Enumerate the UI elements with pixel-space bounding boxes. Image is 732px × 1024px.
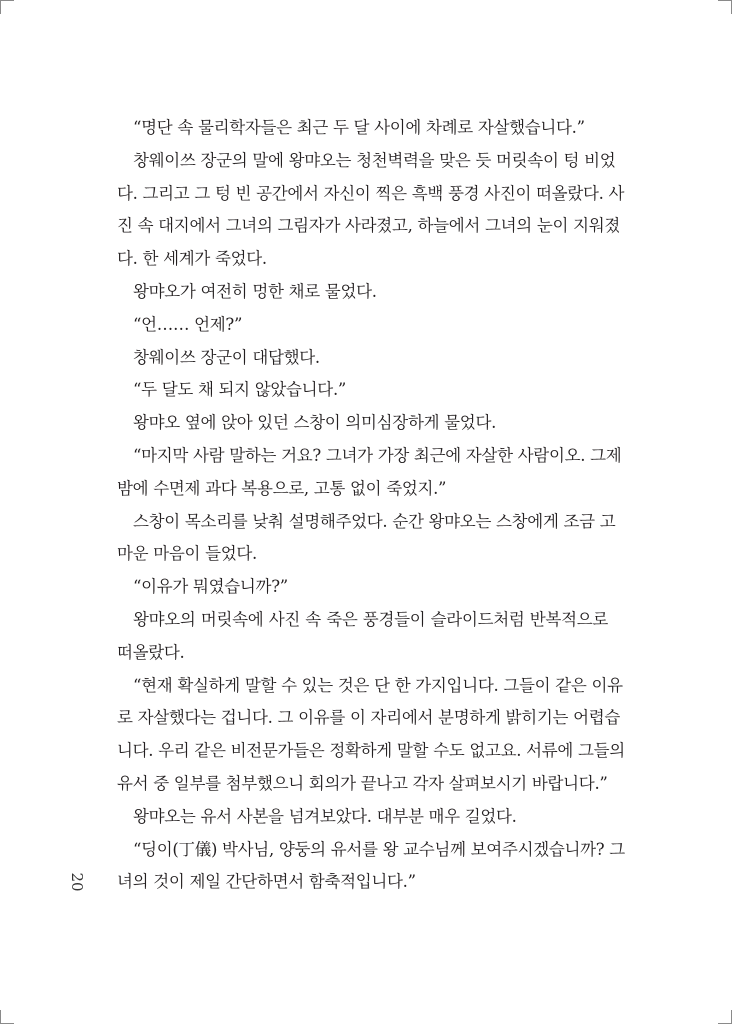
page-number: 20 xyxy=(68,872,86,892)
text-line: 로 자살했다는 겁니다. 그 이유를 이 자리에서 분명하게 밝히기는 어렵습 xyxy=(117,708,620,728)
text-line: “현재 확실하게 말할 수 있는 것은 단 한 가지입니다. 그들이 같은 이유 xyxy=(133,675,623,695)
text-line: 창웨이쓰 장군의 말에 왕먀오는 청천벽력을 맞은 듯 머릿속이 텅 비었 xyxy=(133,150,616,170)
crop-mark-top-left-vertical xyxy=(0,0,1,14)
text-line: 니다. 우리 같은 비전문가들은 정확하게 말할 수도 없고요. 서류에 그들의 xyxy=(117,741,625,761)
text-line: “딩이(丁儀) 박사님, 양둥의 유서를 왕 교수님께 보여주시겠습니까? 그 xyxy=(133,839,625,859)
text-line: “명단 속 물리학자들은 최근 두 달 사이에 차례로 자살했습니다.” xyxy=(133,118,585,137)
body-text xyxy=(117,112,625,899)
text-line: “언…… 언제?” xyxy=(133,314,243,334)
text-line: 왕먀오가 여전히 멍한 채로 물었다. xyxy=(133,281,377,301)
text-line: “마지막 사람 말하는 거요? 그녀가 가장 최근에 자살한 사람이오. 그제 xyxy=(133,445,622,465)
text-line: 왕먀오 옆에 앉아 있던 스창이 의미심장하게 물었다. xyxy=(133,413,497,433)
text-line: 다. 그리고 그 텅 빈 공간에서 자신이 찍은 흑백 풍경 사진이 떠올랐다. 사 xyxy=(117,183,625,203)
crop-mark-top-right-horizontal xyxy=(718,0,732,1)
text-line: 녀의 것이 제일 간단하면서 함축적입니다.” xyxy=(117,872,416,892)
text-line: 진 속 대지에서 그녀의 그림자가 사라졌고, 하늘에서 그녀의 눈이 지워졌 xyxy=(117,216,620,236)
text-line: 떠올랐다. xyxy=(117,642,185,662)
text-line: “두 달도 채 되지 않았습니다.” xyxy=(133,380,347,400)
text-line: 유서 중 일부를 첨부했으니 회의가 끝나고 각자 살펴보시기 바랍니다.” xyxy=(117,773,608,793)
text-line: 밤에 수면제 과다 복용으로, 고통 없이 죽었지.” xyxy=(117,478,447,498)
text-line: 왕먀오의 머릿속에 사진 속 죽은 풍경들이 슬라이드처럼 반복적으로 xyxy=(133,609,608,629)
text-line: 왕먀오는 유서 사본을 넘겨보았다. 대부분 매우 길었다. xyxy=(133,806,517,826)
crop-mark-bottom-left-vertical xyxy=(0,1010,1,1024)
text-line: “이유가 뭐였습니까?” xyxy=(133,577,288,597)
text-line: 스창이 목소리를 낮춰 설명해주었다. 순간 왕먀오는 스창에게 조금 고 xyxy=(133,511,616,531)
text-line: 마운 마음이 들었다. xyxy=(117,544,257,564)
text-line: 창웨이쓰 장군이 대답했다. xyxy=(133,347,320,367)
text-line: 다. 한 세계가 죽었다. xyxy=(117,249,267,269)
crop-mark-top-left-horizontal xyxy=(0,0,14,1)
